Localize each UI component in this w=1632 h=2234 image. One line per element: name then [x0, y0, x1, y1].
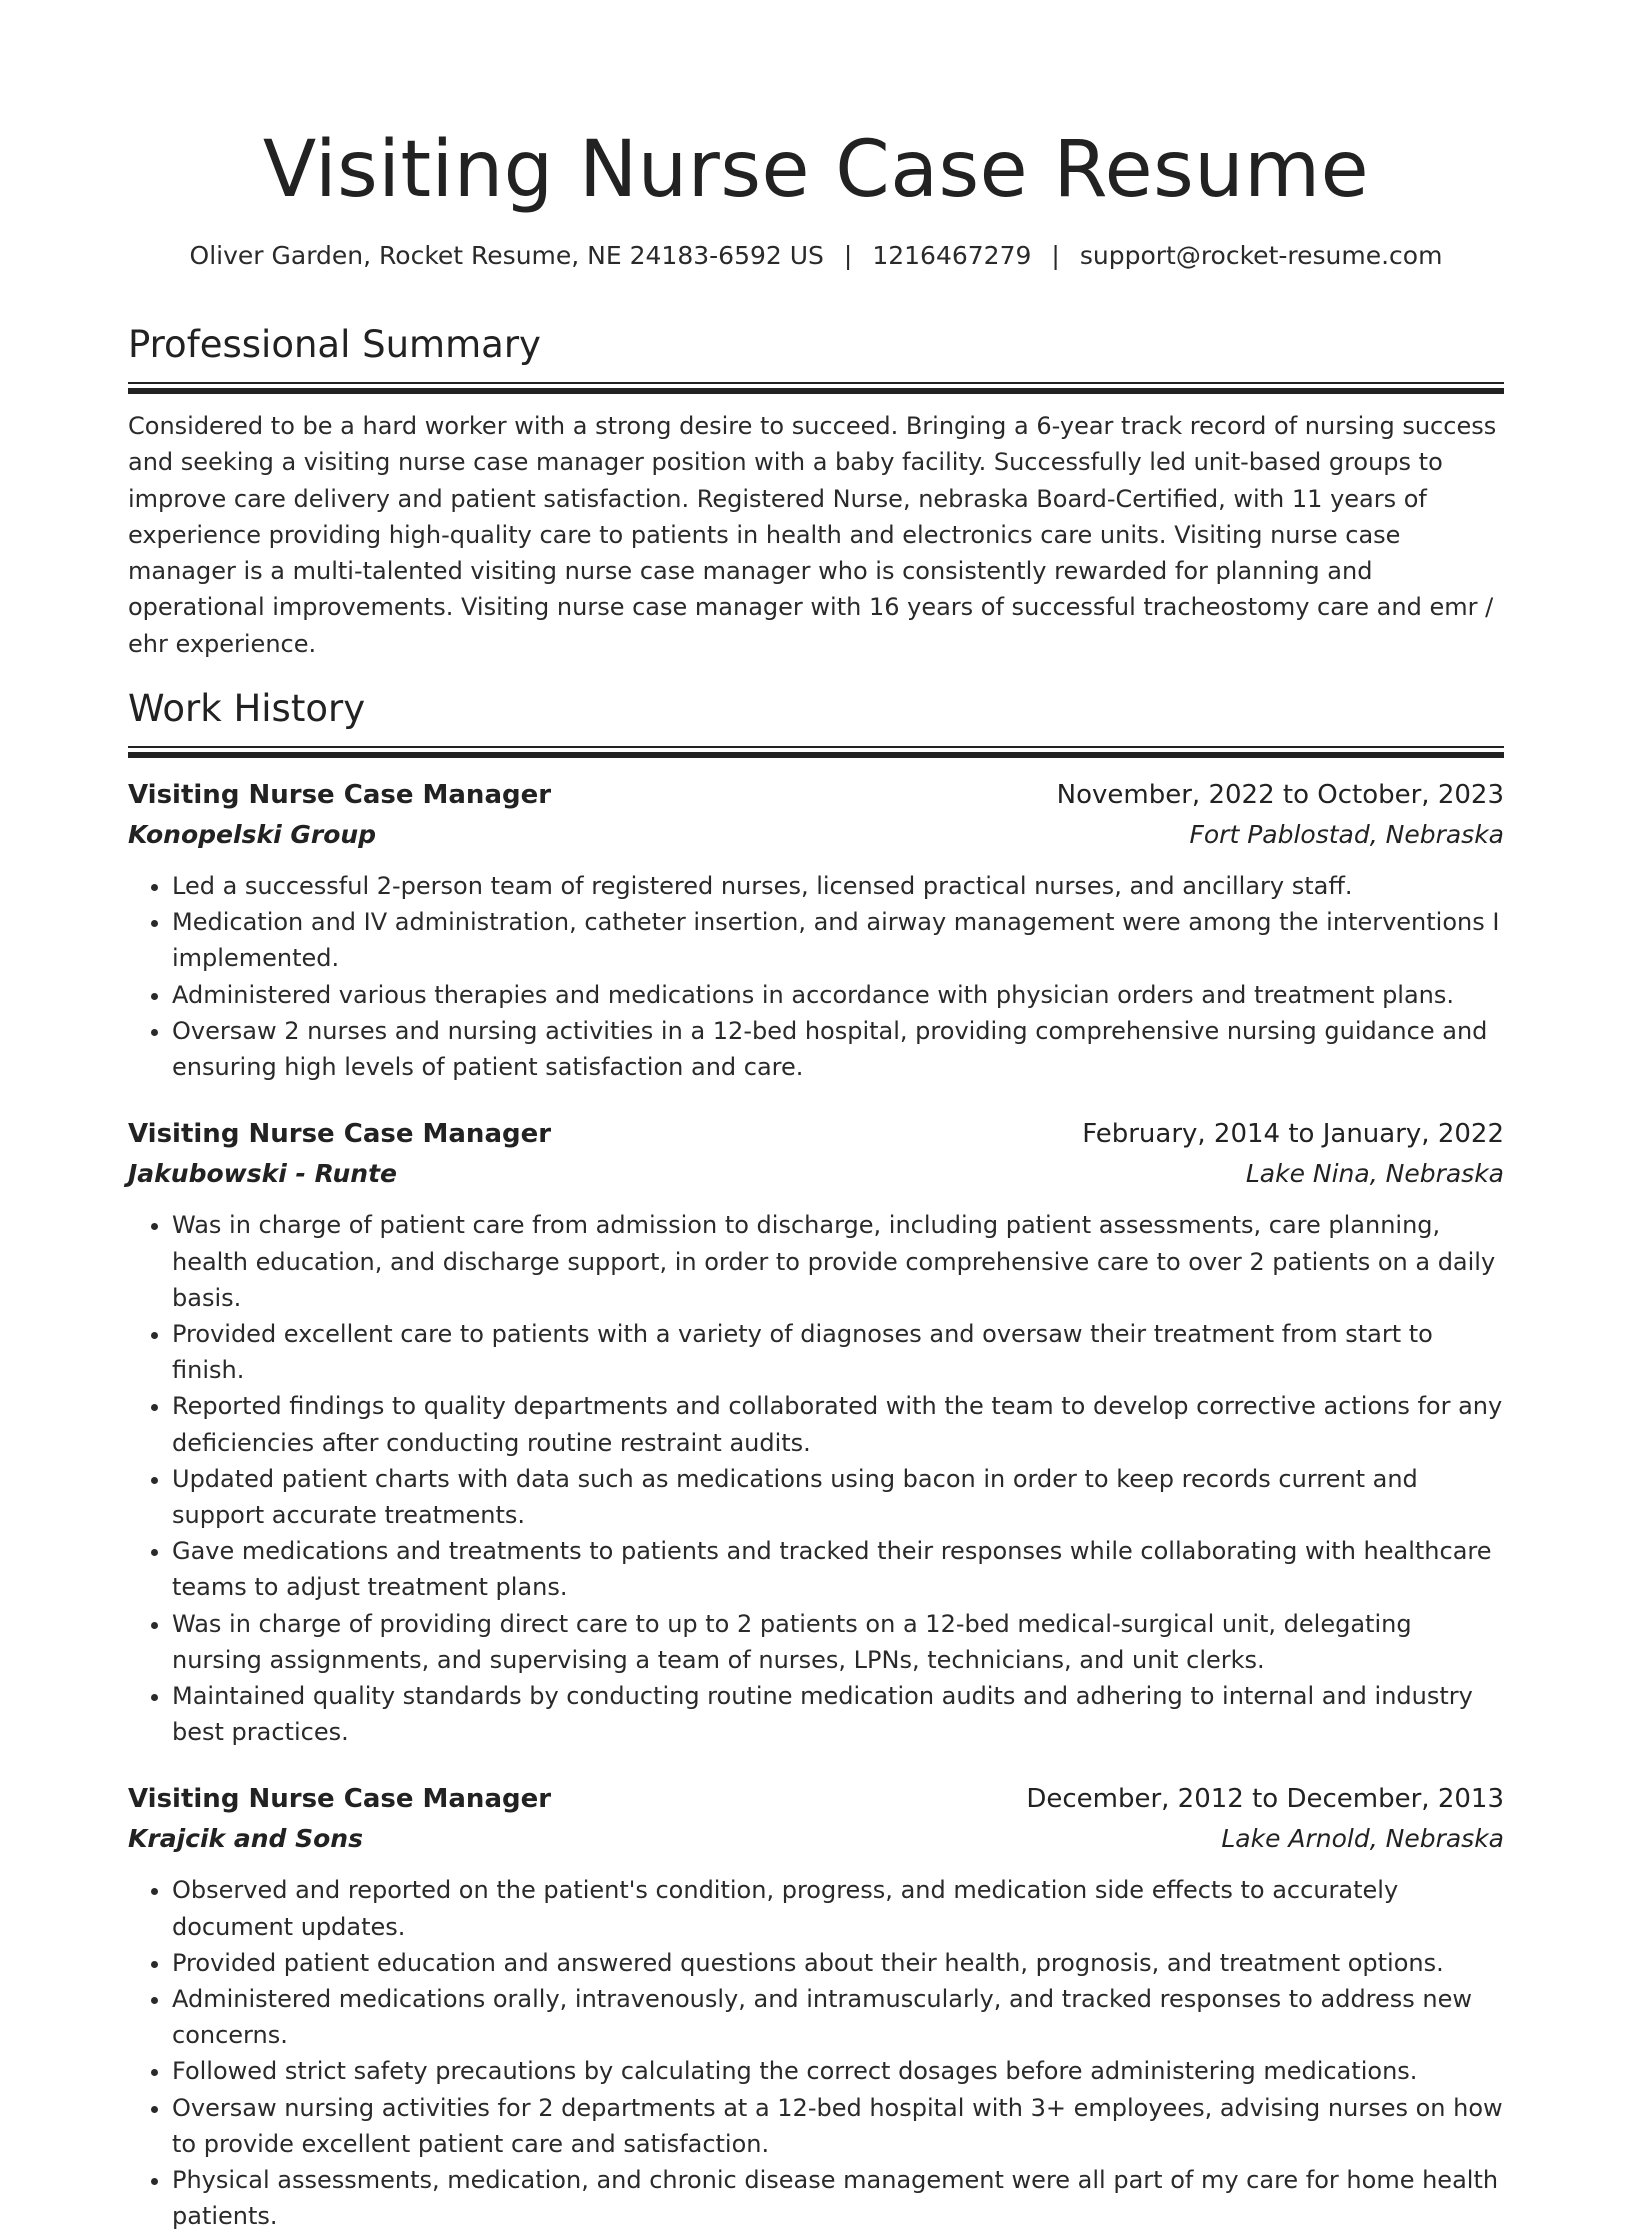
contact-line — [128, 238, 1504, 274]
job-list — [128, 776, 1504, 2234]
job-location: Lake Arnold, Nebraska — [1221, 1824, 1504, 1854]
contact-address: Oliver Garden, Rocket Resume, NE 24183-6592 US — [189, 241, 824, 270]
job-entry — [128, 776, 1504, 1085]
job-header-row — [128, 1780, 1504, 1819]
section-divider-thin — [128, 746, 1504, 748]
job-title: Visiting Nurse Case Manager — [128, 1784, 552, 1815]
job-bullet: • Administered various therapies and medications in accordance with physician orders and treatment plans. — [172, 977, 1504, 1013]
job-entry — [128, 1115, 1504, 1750]
job-company: Jakubowski - Runte — [128, 1159, 398, 1189]
job-bullet: • Physical assessments, medication, and chronic disease management were all part of my care for home health patients. — [172, 2162, 1504, 2234]
job-location: Fort Pablostad, Nebraska — [1189, 820, 1504, 850]
job-entry — [128, 1780, 1504, 2234]
contact-email[interactable]: support@rocket-resume.com — [1079, 241, 1443, 270]
job-bullet: • Medication and IV administration, catheter insertion, and airway management were among the interventions I implemented. — [172, 904, 1504, 976]
job-bullet: • Updated patient charts with data such as medications using bacon in order to keep records current and support accurate treatments. — [172, 1461, 1504, 1533]
job-location: Lake Nina, Nebraska — [1245, 1159, 1504, 1189]
job-header-row — [128, 776, 1504, 815]
section-heading-summary: Professional Summary — [128, 323, 541, 366]
work-history-section — [128, 684, 1504, 2234]
job-dates: November, 2022 to October, 2023 — [1056, 780, 1504, 811]
contact-phone: 1216467279 — [872, 241, 1032, 270]
resume-title: Visiting Nurse Case Resume — [262, 125, 1370, 215]
contact-separator: | — [843, 241, 853, 270]
job-company: Konopelski Group — [128, 820, 377, 850]
job-bullet-list — [128, 1872, 1504, 2234]
job-bullet-list — [128, 868, 1504, 1085]
job-bullet: • Led a successful 2-person team of registered nurses, licensed practical nurses, and ancillary staff. — [172, 868, 1504, 904]
summary-text: Considered to be a hard worker with a strong desire to succeed. Bringing a 6-year track record of nursing success and seeking a visiting nurse case manager position with a baby facility. Successfully led unit-based groups to improve care delivery and patient satisfaction. Registered Nurse, nebraska Board-Certified, with 11 years of experience providing high-quality care to patients in health and electronics care units. Visiting nurse case manager is a multi-talented visiting nurse case manager who is consistently rewarded for planning and operational improvements. Visiting nurse case manager with 16 years of successful tracheostomy care and emr / ehr experience. — [128, 412, 1497, 658]
job-title: Visiting Nurse Case Manager — [128, 1119, 552, 1150]
job-bullet: • Oversaw 2 nurses and nursing activities in a 12-bed hospital, providing comprehensive nursing guidance and ensuring high levels of patient satisfaction and care. — [172, 1013, 1504, 1085]
job-title: Visiting Nurse Case Manager — [128, 780, 552, 811]
job-bullet: • Oversaw nursing activities for 2 departments at a 12-bed hospital with 3+ employees, advising nurses on how to provide excellent patient care and satisfaction. — [172, 2090, 1504, 2162]
job-header-row — [128, 1115, 1504, 1154]
job-bullet: • Gave medications and treatments to patients and tracked their responses while collaborating with healthcare teams to adjust treatment plans. — [172, 1533, 1504, 1605]
section-divider-thick — [128, 388, 1504, 394]
section-divider-thin — [128, 382, 1504, 384]
professional-summary-section — [128, 320, 1504, 662]
section-divider-thick — [128, 752, 1504, 758]
job-dates: December, 2012 to December, 2013 — [1026, 1784, 1504, 1815]
job-dates: February, 2014 to January, 2022 — [1082, 1119, 1504, 1150]
job-bullet: • Reported findings to quality departments and collaborated with the team to develop corrective actions for any deficiencies after conducting routine restraint audits. — [172, 1388, 1504, 1460]
job-bullet: • Followed strict safety precautions by calculating the correct dosages before administering medications. — [172, 2053, 1504, 2089]
resume-page — [128, 110, 1504, 2234]
job-bullet: • Maintained quality standards by conducting routine medication audits and adhering to internal and industry best practices. — [172, 1678, 1504, 1750]
job-bullet: • Was in charge of patient care from admission to discharge, including patient assessments, care planning, health education, and discharge support, in order to provide comprehensive care to over 2 patients on a daily basis. — [172, 1207, 1504, 1316]
section-heading-work: Work History — [128, 687, 366, 731]
job-bullet: • Was in charge of providing direct care to up to 2 patients on a 12-bed medical-surgical unit, delegating nursing assignments, and supervising a team of nurses, LPNs, technicians, and unit clerks. — [172, 1606, 1504, 1678]
job-bullet: • Provided patient education and answered questions about their health, prognosis, and treatment options. — [172, 1945, 1504, 1981]
job-bullet: • Observed and reported on the patient's condition, progress, and medication side effects to accurately document updates. — [172, 1872, 1504, 1944]
job-company-row — [128, 1154, 1504, 1193]
job-company-row — [128, 815, 1504, 854]
job-company: Krajcik and Sons — [128, 1824, 363, 1854]
contact-separator: | — [1051, 241, 1060, 270]
job-company-row — [128, 1819, 1504, 1858]
job-bullet: • Provided excellent care to patients with a variety of diagnoses and oversaw their treatment from start to finish. — [172, 1316, 1504, 1388]
job-bullet-list — [128, 1207, 1504, 1750]
job-bullet: • Administered medications orally, intravenously, and intramuscularly, and tracked responses to address new concerns. — [172, 1981, 1504, 2053]
